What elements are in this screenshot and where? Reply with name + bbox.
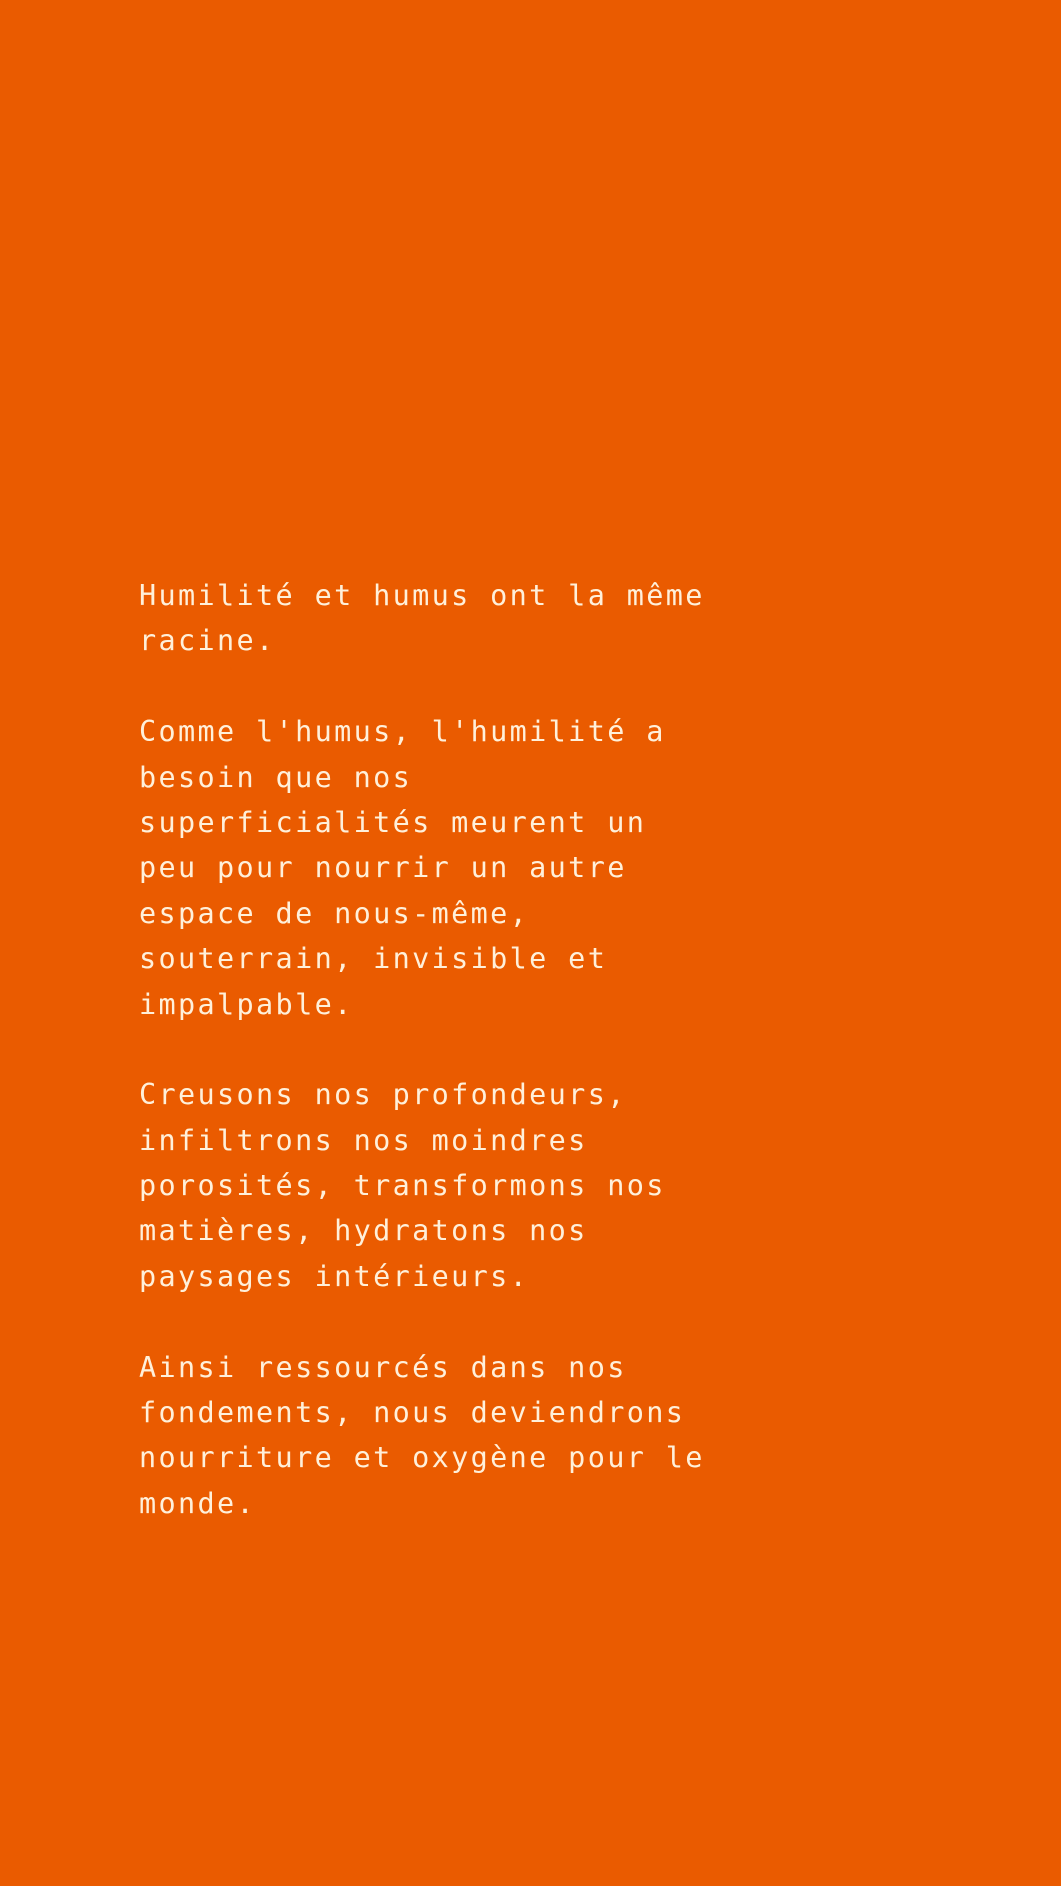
poem-line: impalpable.	[139, 987, 354, 1021]
poem-text-block	[139, 573, 859, 1526]
poem-line: besoin que nos	[139, 760, 413, 794]
stanza-4	[139, 1345, 859, 1527]
poem-line: infiltrons nos moindres	[139, 1123, 588, 1157]
poem-line: Ainsi ressourcés dans nos	[139, 1350, 627, 1384]
poem-line: racine.	[139, 624, 276, 658]
poem-line: nourriture et oxygène pour le	[139, 1441, 705, 1475]
poem-line: souterrain, invisible et	[139, 942, 608, 976]
stanza-3	[139, 1072, 859, 1299]
poem-line: peu pour nourrir un autre	[139, 851, 627, 885]
poem-line: superficialités meurent un	[139, 805, 647, 839]
poem-line: matières, hydratons nos	[139, 1214, 588, 1248]
poem-line: espace de nous-même,	[139, 896, 530, 930]
poem-line: Humilité et humus ont la même	[139, 579, 705, 612]
poem-line: fondements, nous deviendrons	[139, 1396, 686, 1430]
poem-line: paysages intérieurs.	[139, 1259, 530, 1293]
stanza-1	[139, 573, 859, 664]
poem-line: Comme l'humus, l'humilité a	[139, 715, 666, 749]
poem-line: porosités, transformons nos	[139, 1169, 666, 1203]
stanza-2	[139, 709, 859, 1027]
poem-line: Creusons nos profondeurs,	[139, 1078, 627, 1112]
poem-line: monde.	[139, 1486, 257, 1520]
